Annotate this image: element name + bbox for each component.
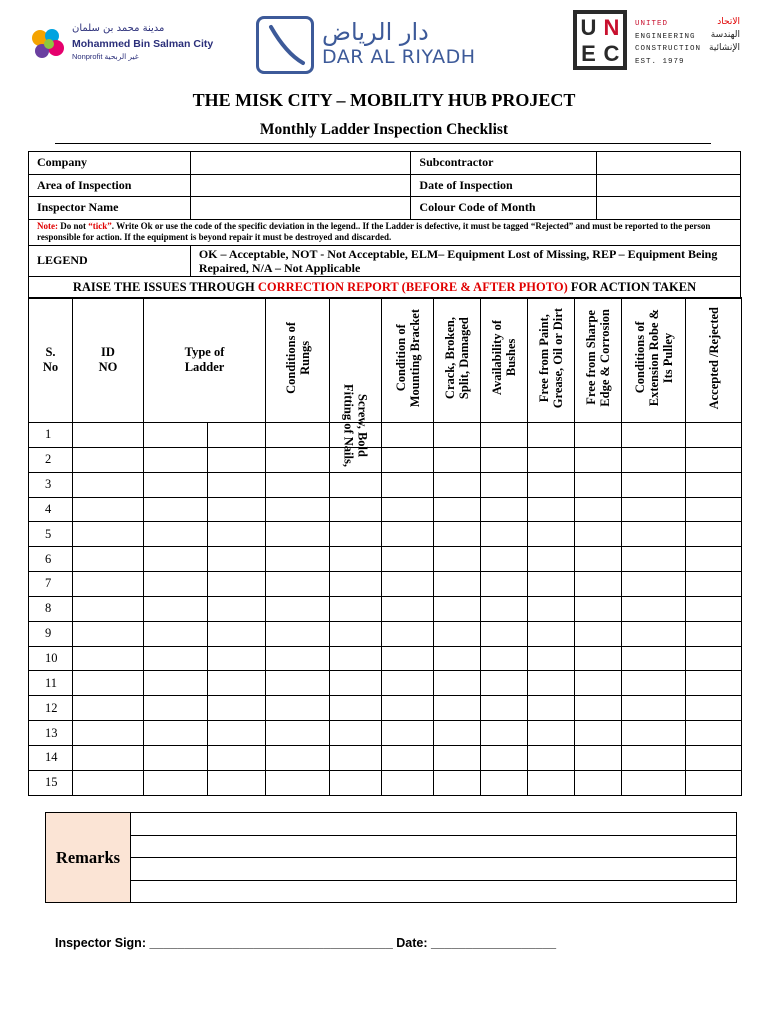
inspector-field[interactable] (190, 197, 411, 220)
checklist-cell[interactable] (686, 572, 742, 597)
checklist-cell[interactable] (686, 621, 742, 646)
checklist-cell[interactable] (330, 497, 382, 522)
checklist-cell[interactable] (528, 522, 575, 547)
checklist-cell[interactable] (382, 423, 434, 448)
checklist-cell[interactable] (144, 770, 208, 795)
checklist-cell[interactable] (434, 572, 481, 597)
unec-letter-e: E (581, 41, 596, 66)
checklist-cell[interactable] (434, 646, 481, 671)
checklist-cell[interactable] (575, 447, 622, 472)
checklist-cell[interactable] (382, 745, 434, 770)
checklist-cell[interactable] (382, 671, 434, 696)
colour-field[interactable] (597, 197, 741, 220)
table-row (29, 572, 742, 597)
legend-label: LEGEND (29, 245, 191, 276)
checklist-cell[interactable] (622, 522, 686, 547)
colour-label: Colour Code of Month (411, 197, 597, 220)
checklist-cell[interactable] (144, 522, 208, 547)
checklist-cell[interactable] (434, 522, 481, 547)
checklist-cell[interactable] (622, 596, 686, 621)
table-row (29, 646, 742, 671)
unec-line-construction: CONSTRUCTION (635, 45, 702, 53)
checklist-cell[interactable] (481, 596, 528, 621)
area-field[interactable] (190, 174, 411, 197)
checklist-cell[interactable] (208, 770, 266, 795)
row-number: 10 (29, 646, 73, 671)
checklist-cell[interactable] (73, 572, 144, 597)
note-prefix: Note: (37, 221, 58, 231)
signature-line (55, 936, 556, 950)
row-number: 13 (29, 721, 73, 746)
unec-line-united: UNITED (635, 20, 669, 28)
unec-ar-line-3: الإنشائية (709, 43, 740, 53)
checklist-cell[interactable] (382, 572, 434, 597)
checklist-cell[interactable] (481, 572, 528, 597)
checklist-cell[interactable] (208, 497, 266, 522)
remarks-line[interactable] (131, 858, 737, 881)
row-number: 15 (29, 770, 73, 795)
checklist-cell[interactable] (144, 572, 208, 597)
remarks-line[interactable] (131, 880, 737, 903)
date-field[interactable] (597, 174, 741, 197)
note-tick: “tick” (88, 221, 112, 231)
checklist-cell[interactable] (208, 745, 266, 770)
col-robe: Conditions of Extension Robe & Its Pulley (622, 298, 686, 423)
checklist-cell[interactable] (330, 745, 382, 770)
checklist-cell[interactable] (686, 522, 742, 547)
dar-logo-mark-icon (256, 16, 314, 74)
checklist-cell[interactable] (434, 596, 481, 621)
checklist-cell[interactable] (73, 472, 144, 497)
checklist-cell[interactable] (481, 721, 528, 746)
checklist-cell[interactable] (481, 770, 528, 795)
table-row (29, 596, 742, 621)
row-number: 2 (29, 447, 73, 472)
table-row (29, 696, 742, 721)
checklist-cell[interactable] (330, 547, 382, 572)
checklist-cell[interactable] (575, 671, 622, 696)
checklist-cell[interactable] (73, 423, 144, 448)
checklist-cell[interactable] (330, 522, 382, 547)
checklist-cell[interactable] (528, 572, 575, 597)
raise-issues-text: RAISE THE ISSUES THROUGH CORRECTION REPORT (BEFORE & AFTER PHOTO) FOR ACTION TAKEN (29, 276, 741, 298)
checklist-cell[interactable] (144, 621, 208, 646)
checklist-cell[interactable] (528, 646, 575, 671)
checklist-cell[interactable] (208, 646, 266, 671)
checklist-rows (29, 423, 742, 796)
page-subtitle: Monthly Ladder Inspection Checklist (259, 121, 509, 138)
col-paint: Free from Paint, Grease, Oil or Dirt (528, 298, 575, 423)
unec-letter-n: N (603, 15, 620, 40)
checklist-cell[interactable] (575, 646, 622, 671)
checklist-cell[interactable] (481, 646, 528, 671)
checklist-cell[interactable] (622, 646, 686, 671)
checklist-cell[interactable] (434, 547, 481, 572)
checklist-cell[interactable] (382, 547, 434, 572)
checklist-cell[interactable] (73, 770, 144, 795)
checklist-cell[interactable] (73, 447, 144, 472)
company-label: Company (29, 152, 191, 175)
checklist-cell[interactable] (144, 696, 208, 721)
checklist-cell[interactable] (575, 696, 622, 721)
checklist-cell[interactable] (73, 497, 144, 522)
checklist-cell[interactable] (330, 671, 382, 696)
checklist-cell[interactable] (434, 423, 481, 448)
checklist-cell[interactable] (330, 472, 382, 497)
unec-letter-c: C (603, 41, 620, 66)
row-number: 7 (29, 572, 73, 597)
checklist-cell[interactable] (528, 423, 575, 448)
unec-arabic-text (709, 16, 740, 55)
checklist-cell[interactable] (575, 621, 622, 646)
checklist-cell[interactable] (266, 696, 330, 721)
subcontractor-field[interactable] (597, 152, 741, 175)
table-row (29, 621, 742, 646)
checklist-cell[interactable] (208, 621, 266, 646)
header-row (29, 298, 742, 423)
checklist-cell[interactable] (266, 447, 330, 472)
checklist-cell[interactable] (330, 596, 382, 621)
checklist-cell[interactable] (266, 646, 330, 671)
checklist-cell[interactable] (575, 547, 622, 572)
table-row (29, 671, 742, 696)
mbs-english-name: Mohammed Bin Salman City (72, 38, 214, 50)
checklist-cell[interactable] (144, 423, 208, 448)
checklist-cell[interactable] (481, 447, 528, 472)
checklist-cell[interactable] (481, 423, 528, 448)
checklist-cell[interactable] (528, 497, 575, 522)
col-id: ID NO (73, 298, 144, 423)
unec-logo-mark-icon (573, 10, 627, 70)
row-number: 14 (29, 745, 73, 770)
checklist-cell[interactable] (622, 621, 686, 646)
col-sno: S. No (29, 298, 73, 423)
checklist-cell[interactable] (622, 447, 686, 472)
checklist-cell[interactable] (144, 596, 208, 621)
checklist-cell[interactable] (434, 696, 481, 721)
checklist-cell[interactable] (330, 572, 382, 597)
col-bushes: Availability of Bushes (481, 298, 528, 423)
unec-logo (573, 10, 753, 72)
unec-line-engineering: ENGINEERING (635, 32, 696, 41)
checklist-cell[interactable] (73, 547, 144, 572)
row-number: 1 (29, 423, 73, 448)
checklist-cell[interactable] (686, 497, 742, 522)
checklist-cell[interactable] (382, 596, 434, 621)
dar-english-name: DAR AL RIYADH (322, 46, 476, 68)
checklist-cell[interactable] (73, 696, 144, 721)
checklist-cell[interactable] (528, 472, 575, 497)
unec-line-est: EST. 1979 (635, 57, 685, 66)
checklist-cell[interactable] (330, 646, 382, 671)
checklist-cell[interactable] (686, 745, 742, 770)
sign-date[interactable]: Date: __________________ (392, 936, 557, 950)
checklist-cell[interactable] (686, 770, 742, 795)
checklist-cell[interactable] (686, 721, 742, 746)
checklist-cell[interactable] (266, 472, 330, 497)
checklist-cell[interactable] (266, 423, 330, 448)
remarks-table (45, 812, 737, 903)
mbs-city-logo (28, 20, 214, 68)
mbs-logo-mark-icon (28, 24, 68, 64)
checklist-cell[interactable] (622, 547, 686, 572)
checklist-cell[interactable] (481, 671, 528, 696)
checklist-cell[interactable] (481, 497, 528, 522)
checklist-cell[interactable] (686, 447, 742, 472)
row-number: 4 (29, 497, 73, 522)
col-rungs: Conditions of Rungs (266, 298, 330, 423)
remarks-label: Remarks (46, 813, 131, 903)
dar-arabic-name: دار الرياض (322, 18, 429, 46)
checklist-cell[interactable] (144, 671, 208, 696)
checklist-cell[interactable] (144, 745, 208, 770)
checklist-cell[interactable] (434, 447, 481, 472)
row-number: 11 (29, 671, 73, 696)
unec-letter-u: U (580, 15, 597, 40)
checklist-cell[interactable] (144, 472, 208, 497)
checklist-cell[interactable] (208, 721, 266, 746)
checklist-cell[interactable] (266, 596, 330, 621)
legend-text: OK – Acceptable, NOT - Not Acceptable, ELM– Equipment Lost of Missing, REP – Equipment Being Repaired, N/A – Not Applicable (190, 245, 740, 276)
unec-ar-line-2: الهندسة (710, 30, 740, 40)
checklist-cell[interactable] (528, 596, 575, 621)
table-row (29, 423, 742, 448)
checklist-cell[interactable] (622, 497, 686, 522)
checklist-cell[interactable] (73, 621, 144, 646)
col-screw: Screw, Bold Fitting of Nails, (330, 298, 382, 423)
checklist-cell[interactable] (382, 721, 434, 746)
table-row (29, 547, 742, 572)
checklist-cell[interactable] (208, 423, 266, 448)
checklist-cell[interactable] (434, 770, 481, 795)
checklist-cell[interactable] (528, 447, 575, 472)
col-accepted: Accepted /Rejected (686, 298, 742, 423)
checklist-cell[interactable] (434, 621, 481, 646)
checklist-cell[interactable] (208, 547, 266, 572)
checklist-cell[interactable] (208, 522, 266, 547)
checklist-cell[interactable] (266, 671, 330, 696)
table-row (29, 745, 742, 770)
table-row (29, 497, 742, 522)
col-sharp: Free from Sharpe Edge & Corrosion (575, 298, 622, 423)
col-mounting: Condition of Mounting Bracket (382, 298, 434, 423)
checklist-cell[interactable] (575, 522, 622, 547)
table-row (29, 447, 742, 472)
checklist-cell[interactable] (266, 497, 330, 522)
checklist-cell[interactable] (144, 646, 208, 671)
checklist-cell[interactable] (382, 522, 434, 547)
checklist-cell[interactable] (622, 423, 686, 448)
area-label: Area of Inspection (29, 174, 191, 197)
remarks-line[interactable] (131, 813, 737, 836)
checklist-cell[interactable] (144, 547, 208, 572)
checklist-cell[interactable] (575, 745, 622, 770)
checklist-cell[interactable] (622, 671, 686, 696)
row-number: 3 (29, 472, 73, 497)
checklist-cell[interactable] (73, 596, 144, 621)
checklist-cell[interactable] (528, 671, 575, 696)
row-number: 5 (29, 522, 73, 547)
checklist-cell[interactable] (528, 745, 575, 770)
checklist-cell[interactable] (434, 721, 481, 746)
checklist-cell[interactable] (434, 671, 481, 696)
checklist-cell[interactable] (622, 721, 686, 746)
checklist-cell[interactable] (622, 696, 686, 721)
checklist-cell[interactable] (481, 472, 528, 497)
checklist-cell[interactable] (73, 745, 144, 770)
company-field[interactable] (190, 152, 411, 175)
checklist-cell[interactable] (208, 671, 266, 696)
info-table (28, 151, 741, 299)
dar-al-riyadh-logo (256, 16, 476, 74)
checklist-cell[interactable] (266, 745, 330, 770)
checklist-cell[interactable] (686, 547, 742, 572)
checklist-cell[interactable] (266, 621, 330, 646)
col-type: Type of Ladder (144, 298, 266, 423)
checklist-cell[interactable] (208, 572, 266, 597)
note-text: Note: Do not “tick”. Write Ok or use the code of the specific deviation in the legend.. If the Ladder is defective, it must be tagged “Rejected” and must be reported to the person responsible for action. If the equipment is beyond repair it must be destroyed and discarded. (29, 219, 741, 245)
checklist-cell[interactable] (73, 671, 144, 696)
checklist-cell[interactable] (266, 770, 330, 795)
checklist-cell[interactable] (622, 472, 686, 497)
checklist-cell[interactable] (382, 621, 434, 646)
checklist-cell[interactable] (575, 572, 622, 597)
checklist-cell[interactable] (382, 770, 434, 795)
checklist-cell[interactable] (686, 671, 742, 696)
table-row (29, 721, 742, 746)
checklist-cell[interactable] (434, 497, 481, 522)
checklist-cell[interactable] (434, 745, 481, 770)
row-number: 6 (29, 547, 73, 572)
checklist-cell[interactable] (73, 646, 144, 671)
checklist-cell[interactable] (528, 547, 575, 572)
subcontractor-label: Subcontractor (411, 152, 597, 175)
checklist-cell[interactable] (575, 596, 622, 621)
col-crack: Crack, Broken, Split, Damaged (434, 298, 481, 423)
checklist-cell[interactable] (144, 497, 208, 522)
checklist-cell[interactable] (266, 547, 330, 572)
checklist-cell[interactable] (330, 770, 382, 795)
checklist-cell[interactable] (382, 646, 434, 671)
checklist-cell[interactable] (73, 721, 144, 746)
checklist-cell[interactable] (330, 721, 382, 746)
unec-english-text (635, 18, 701, 68)
checklist-cell[interactable] (208, 472, 266, 497)
checklist-cell[interactable] (686, 423, 742, 448)
title-divider (55, 143, 711, 144)
checklist-cell[interactable] (686, 696, 742, 721)
checklist-cell[interactable] (686, 472, 742, 497)
checklist-cell[interactable] (528, 721, 575, 746)
table-row (29, 770, 742, 795)
checklist-cell[interactable] (686, 646, 742, 671)
unec-ar-line-1: الاتحاد (717, 17, 740, 27)
checklist-cell[interactable] (434, 472, 481, 497)
checklist-table (28, 297, 742, 796)
checklist-cell[interactable] (208, 596, 266, 621)
checklist-cell[interactable] (622, 572, 686, 597)
checklist-cell[interactable] (266, 572, 330, 597)
inspector-sign[interactable]: Inspector Sign: ___________________________________ (55, 936, 393, 950)
remarks-line[interactable] (131, 835, 737, 858)
table-row (29, 522, 742, 547)
checklist-cell[interactable] (144, 721, 208, 746)
checklist-cell[interactable] (330, 696, 382, 721)
page-title: THE MISK CITY – MOBILITY HUB PROJECT (192, 90, 576, 110)
date-label: Date of Inspection (411, 174, 597, 197)
checklist-cell[interactable] (208, 696, 266, 721)
checklist-cell[interactable] (575, 721, 622, 746)
checklist-cell[interactable] (266, 522, 330, 547)
checklist-cell[interactable] (382, 472, 434, 497)
table-row (29, 472, 742, 497)
checklist-cell[interactable] (382, 696, 434, 721)
checklist-cell[interactable] (622, 770, 686, 795)
row-number: 9 (29, 621, 73, 646)
checklist-cell[interactable] (481, 745, 528, 770)
checklist-cell[interactable] (575, 423, 622, 448)
checklist-cell[interactable] (481, 547, 528, 572)
checklist-cell[interactable] (330, 621, 382, 646)
checklist-cell[interactable] (481, 696, 528, 721)
checklist-cell[interactable] (686, 596, 742, 621)
checklist-cell[interactable] (481, 621, 528, 646)
checklist-cell[interactable] (208, 447, 266, 472)
checklist-cell[interactable] (575, 472, 622, 497)
checklist-cell[interactable] (575, 497, 622, 522)
checklist-cell[interactable] (528, 621, 575, 646)
checklist-cell[interactable] (382, 447, 434, 472)
row-number: 8 (29, 596, 73, 621)
checklist-cell[interactable] (382, 497, 434, 522)
checklist-cell[interactable] (481, 522, 528, 547)
mbs-arabic-name: مدينة محمد بن سلمان (72, 23, 165, 34)
checklist-cell[interactable] (528, 770, 575, 795)
checklist-cell[interactable] (622, 745, 686, 770)
row-number: 12 (29, 696, 73, 721)
checklist-cell[interactable] (575, 770, 622, 795)
checklist-cell[interactable] (266, 721, 330, 746)
inspector-label: Inspector Name (29, 197, 191, 220)
mbs-nonprofit: Nonprofit غير الربحية (72, 52, 139, 61)
checklist-cell[interactable] (144, 447, 208, 472)
checklist-cell[interactable] (528, 696, 575, 721)
checklist-cell[interactable] (73, 522, 144, 547)
